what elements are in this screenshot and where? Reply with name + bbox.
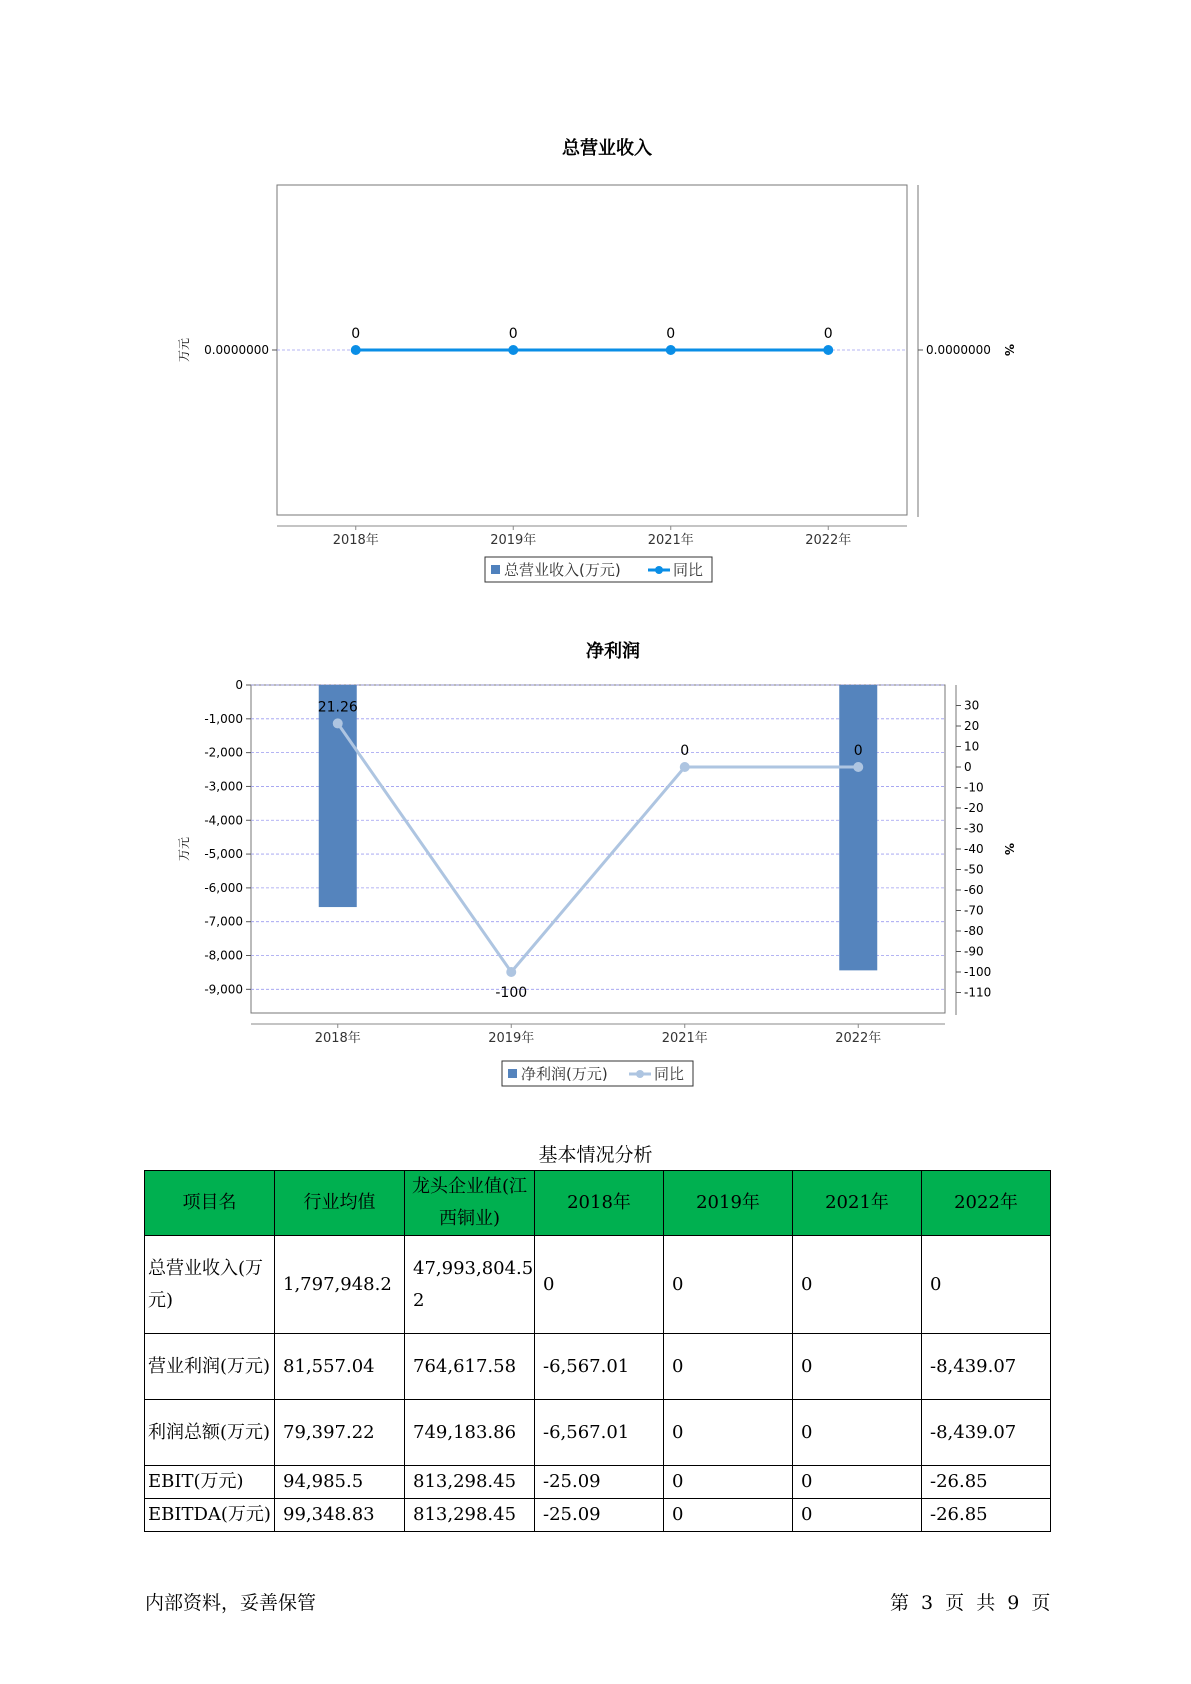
table-cell: 0 — [793, 1334, 922, 1400]
table-cell: 0 — [922, 1236, 1051, 1334]
y2-tick-label: -110 — [964, 985, 992, 1000]
y-tick-label: -8,000 — [204, 948, 243, 963]
row-label-cell: EBIT(万元) — [145, 1466, 275, 1499]
y2-tick-label: 0.0000000 — [926, 343, 991, 357]
table-title: 基本情况分析 — [538, 1144, 653, 1166]
y2-tick-label: -40 — [964, 842, 984, 856]
yoy-point — [508, 345, 518, 355]
yoy-data-label: 0 — [823, 326, 833, 342]
y2-tick-label: -70 — [964, 903, 984, 918]
y2-tick-label: -90 — [964, 944, 984, 959]
row-label-cell: 总营业收入(万元) — [145, 1236, 275, 1334]
table-cell: -6,567.01 — [535, 1334, 664, 1400]
row-label-cell: 营业利润(万元) — [145, 1334, 275, 1400]
y2-axis-title: % — [1002, 842, 1016, 856]
legend-bar-label: 净利润(万元) — [521, 1065, 608, 1083]
yoy-point — [680, 762, 690, 772]
y-tick-label: -9,000 — [204, 982, 243, 997]
table-cell: 79,397.22 — [275, 1400, 405, 1466]
table-row — [145, 1499, 1051, 1532]
table-header-cell: 2019年 — [664, 1171, 793, 1236]
y-tick-label: -1,000 — [204, 711, 243, 726]
legend-line-label: 同比 — [673, 561, 704, 579]
yoy-point — [506, 967, 516, 977]
y2-tick-label: 30 — [964, 698, 980, 713]
table-header-row — [145, 1171, 1051, 1236]
table-cell: -25.09 — [535, 1499, 664, 1532]
x-tick-label: 2022年 — [835, 1031, 882, 1046]
table-header-cell: 项目名 — [145, 1171, 275, 1236]
table-cell: 813,298.45 — [405, 1499, 535, 1532]
table-cell: 0 — [664, 1400, 793, 1466]
y-axis-title: 万元 — [177, 836, 191, 862]
revenue-chart — [0, 130, 1191, 600]
y-tick-label: 0 — [235, 678, 243, 692]
table-cell: 0 — [793, 1466, 922, 1499]
y2-tick-label: -50 — [964, 862, 984, 877]
yoy-data-label: 0 — [853, 743, 863, 759]
yoy-data-label: 21.26 — [317, 699, 358, 716]
y-tick-label: -4,000 — [204, 813, 243, 828]
x-tick-label: 2021年 — [647, 533, 694, 548]
table-cell: -8,439.07 — [922, 1400, 1051, 1466]
table-header-cell: 龙头企业值(江西铜业) — [405, 1171, 535, 1236]
legend-line-marker — [655, 566, 663, 574]
bar-2022年 — [839, 685, 877, 970]
table-cell: -26.85 — [922, 1499, 1051, 1532]
table-cell: 764,617.58 — [405, 1334, 535, 1400]
yoy-point — [666, 345, 676, 355]
y2-axis-title: % — [1002, 343, 1016, 357]
table-cell: 94,985.5 — [275, 1466, 405, 1499]
x-tick-label: 2018年 — [332, 533, 379, 548]
y2-tick-label: -80 — [964, 924, 984, 938]
y2-tick-label: -30 — [964, 821, 984, 836]
footer-page-number: 第 3 页 共 9 页 — [890, 1592, 1051, 1614]
table-cell: 813,298.45 — [405, 1466, 535, 1499]
table-row — [145, 1466, 1051, 1499]
table-cell: 0 — [664, 1466, 793, 1499]
y-tick-label: -3,000 — [204, 779, 243, 794]
y-tick-label: -2,000 — [204, 745, 243, 760]
yoy-data-label: 0 — [680, 743, 690, 759]
table-cell: -26.85 — [922, 1466, 1051, 1499]
table-header-cell: 行业均值 — [275, 1171, 405, 1236]
x-tick-label: 2018年 — [314, 1031, 361, 1046]
table-cell: 47,993,804.52 — [405, 1236, 535, 1334]
yoy-point — [823, 345, 833, 355]
yoy-point — [351, 345, 361, 355]
yoy-point — [853, 762, 863, 772]
y2-tick-label: -100 — [964, 965, 992, 979]
net-profit-chart — [0, 630, 1191, 1100]
table-cell: 0 — [793, 1400, 922, 1466]
table-row — [145, 1236, 1051, 1334]
legend-bar-swatch — [508, 1069, 517, 1078]
y2-tick-label: 20 — [964, 719, 980, 733]
table-cell: 0 — [664, 1499, 793, 1532]
row-label-cell: 利润总额(万元) — [145, 1400, 275, 1466]
table-row — [145, 1400, 1051, 1466]
x-tick-label: 2019年 — [490, 533, 537, 548]
y-tick-label: -5,000 — [204, 847, 243, 862]
table-cell: 0 — [664, 1236, 793, 1334]
table-cell: 0 — [793, 1236, 922, 1334]
yoy-data-label: 0 — [351, 326, 361, 342]
x-tick-label: 2021年 — [661, 1031, 708, 1046]
legend-bar-label: 总营业收入(万元) — [504, 561, 621, 579]
table-cell: 749,183.86 — [405, 1400, 535, 1466]
analysis-table — [144, 1170, 1051, 1532]
x-tick-label: 2019年 — [488, 1031, 535, 1046]
legend-line-marker — [636, 1070, 644, 1078]
footer-confidential: 内部资料，妥善保管 — [145, 1592, 317, 1614]
chart-title: 总营业收入 — [562, 138, 652, 159]
table-cell: 0 — [664, 1334, 793, 1400]
y-tick-label: -7,000 — [204, 914, 243, 929]
table-cell: 0 — [793, 1499, 922, 1532]
y2-tick-label: -10 — [964, 780, 984, 795]
table-cell: -8,439.07 — [922, 1334, 1051, 1400]
y-tick-label: 0.0000000 — [204, 343, 269, 357]
y2-tick-label: 0 — [964, 760, 972, 774]
yoy-point — [333, 718, 343, 728]
table-cell: -25.09 — [535, 1466, 664, 1499]
row-label-cell: EBITDA(万元) — [145, 1499, 275, 1532]
legend-bar-swatch — [491, 565, 500, 574]
table-header-cell: 2018年 — [535, 1171, 664, 1236]
table-cell: 0 — [535, 1236, 664, 1334]
table-cell: 81,557.04 — [275, 1334, 405, 1400]
table-cell: -6,567.01 — [535, 1400, 664, 1466]
legend-line-label: 同比 — [654, 1065, 685, 1083]
bar-2018年 — [319, 685, 357, 907]
y-axis-title: 万元 — [177, 337, 191, 363]
y2-tick-label: 10 — [964, 739, 980, 754]
y2-tick-label: -20 — [964, 801, 984, 815]
y2-tick-label: -60 — [964, 883, 984, 897]
yoy-data-label: 0 — [666, 326, 676, 342]
table-cell: 1,797,948.2 — [275, 1236, 405, 1334]
table-cell: 99,348.83 — [275, 1499, 405, 1532]
chart-title: 净利润 — [586, 641, 640, 662]
yoy-data-label: -100 — [495, 985, 528, 1001]
table-header-cell: 2022年 — [922, 1171, 1051, 1236]
table-row — [145, 1334, 1051, 1400]
y-tick-label: -6,000 — [204, 880, 243, 895]
x-tick-label: 2022年 — [805, 533, 852, 548]
yoy-data-label: 0 — [508, 326, 518, 342]
table-header-cell: 2021年 — [793, 1171, 922, 1236]
